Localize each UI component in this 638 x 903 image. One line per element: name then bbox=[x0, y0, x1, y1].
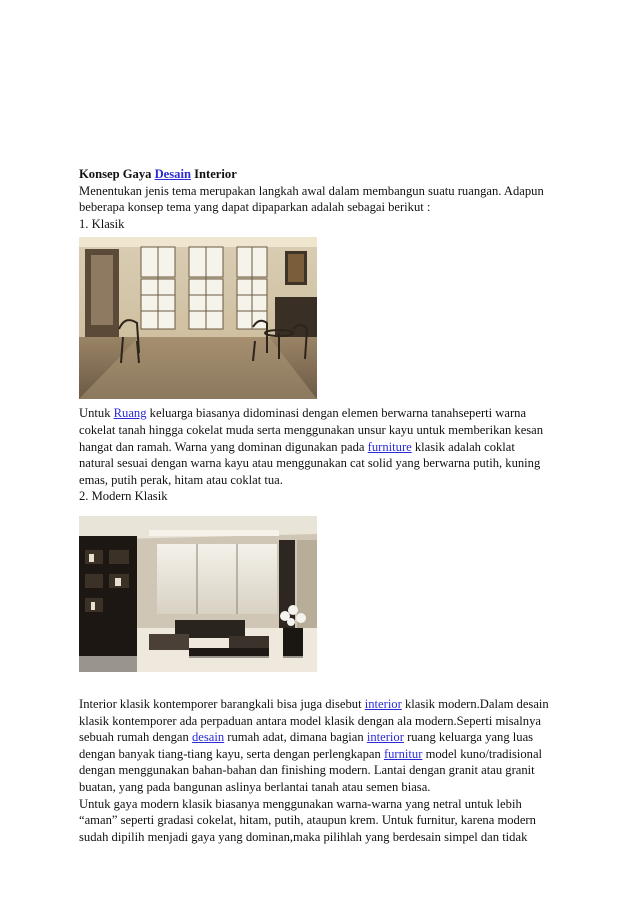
document-page bbox=[79, 166, 569, 845]
title-text-after: Interior bbox=[190, 167, 237, 181]
klasik-paragraph-line-3: hangat dan ramah. Warna yang dominan digunakan pada furniture klasik adalah coklat bbox=[79, 439, 515, 454]
modern-paragraph-line-6: buatan, yang pada bangunan aslinya berlantai tanah atau semen biasa. bbox=[79, 779, 431, 794]
title-text-before: Konsep Gaya bbox=[79, 167, 155, 181]
intro-line-1: Menentukan jenis tema merupakan langkah awal dalam membangun suatu ruangan. Adapun bbox=[79, 183, 544, 198]
modern-paragraph-line-8: “aman” seperti gradasi cokelat, hitam, putih, ataupun krem. Untuk furnitur, karena modern bbox=[79, 813, 536, 828]
modern-paragraph-line-2: klasik kontemporer ada perpaduan antara model klasik dengan ala modern.Seperti misalnya bbox=[79, 713, 541, 728]
section-label-modern-klasik: 2. Modern Klasik bbox=[79, 489, 168, 504]
modern-paragraph-line-1: Interior klasik kontemporer barangkali bisa juga disebut interior klasik modern.Dalam desain bbox=[79, 696, 549, 711]
modern-paragraph-line-3: sebuah rumah dengan desain rumah adat, dimana bagian interior ruang keluarga yang luas bbox=[79, 730, 534, 745]
interior-link-1[interactable]: interior bbox=[364, 696, 402, 711]
klasik-paragraph-line-5: emas, putih perak, hitam atau coklat tua. bbox=[79, 472, 283, 487]
furniture-link[interactable]: furniture bbox=[367, 439, 412, 454]
modern-paragraph-line-9: sudah dipilih menjadi gaya yang dominan,maka pilihlah yang berdesain simpel dan tidak bbox=[79, 829, 528, 844]
modern-paragraph-line-4: dengan banyak tiang-tiang kayu, serta dengan perlengkapan furnitur model kuno/tradisional bbox=[79, 746, 543, 761]
klasik-paragraph-line-4: natural sesuai dengan warna kayu atau menggunakan cat solid yang berwarna putih, kuning bbox=[79, 456, 541, 471]
modern-paragraph-line-7: Untuk gaya modern klasik biasanya menggunakan warna-warna yang netral untuk lebih bbox=[79, 796, 522, 811]
intro-line-2: beberapa konsep tema yang dapat dipaparkan adalah sebagai berikut : bbox=[79, 200, 431, 215]
desain-link-2[interactable]: desain bbox=[191, 730, 225, 745]
klasik-paragraph-line-1: Untuk Ruang keluarga biasanya didominasi dengan elemen berwarna tanahseperti warna bbox=[79, 406, 527, 421]
modern-paragraph-line-5: dengan menggunakan bahan-bahan dan finishing modern. Lantai dengan granit atau granit bbox=[79, 763, 535, 778]
page-title bbox=[79, 166, 569, 183]
interior-link-2[interactable]: interior bbox=[366, 730, 404, 745]
classic-room-photo bbox=[79, 237, 317, 399]
furnitur-link[interactable]: furnitur bbox=[383, 746, 423, 761]
ruang-link[interactable]: Ruang bbox=[113, 406, 147, 421]
section-label-klasik: 1. Klasik bbox=[79, 216, 125, 231]
modern-classic-room-photo bbox=[79, 516, 317, 672]
desain-link[interactable]: Desain bbox=[154, 167, 191, 181]
klasik-paragraph-line-2: cokelat tanah hingga cokelat muda serta menggunakan unsur kayu untuk memberikan kesan bbox=[79, 422, 544, 437]
